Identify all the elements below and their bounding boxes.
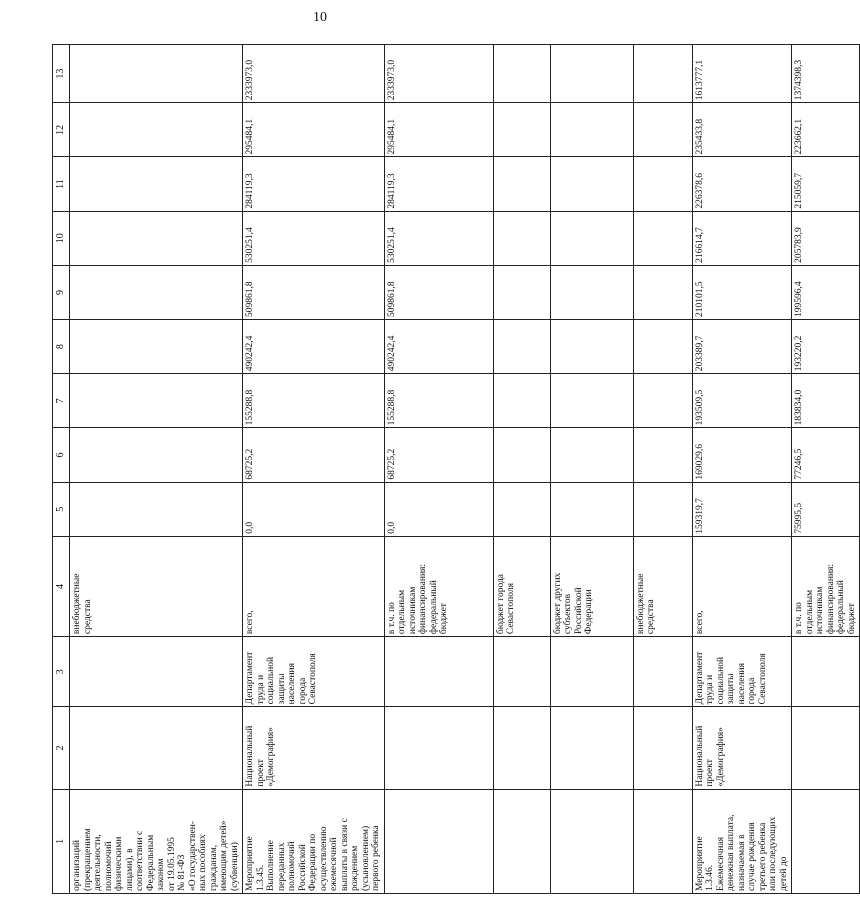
value-cell — [493, 482, 550, 536]
value-cell: 68725,2 — [384, 428, 493, 482]
value-cell — [633, 265, 692, 319]
value-cell — [550, 103, 633, 157]
column-header: 5 — [53, 482, 70, 536]
column-header: 2 — [53, 707, 70, 789]
value-cell — [70, 428, 243, 482]
value-cell — [493, 157, 550, 211]
value-cell: 235433,8 — [692, 103, 792, 157]
column-header: 10 — [53, 211, 70, 265]
value-cell — [633, 482, 692, 536]
text-cell: всего, — [243, 536, 385, 636]
value-cell: 0,0 — [384, 482, 493, 536]
value-cell — [633, 45, 692, 103]
rotated-table-container — [52, 44, 857, 894]
value-cell — [70, 45, 243, 103]
value-cell — [70, 157, 243, 211]
value-cell — [70, 265, 243, 319]
text-cell: бюджет других субъектов Российской Федерации — [550, 536, 633, 636]
text-cell: бюджет города Севастополя — [493, 536, 550, 636]
text-cell: организаций (прекращением деятельности, полномочий физическими лицами), в соответствии с Федеральным законом от 19.05.1995 № 81-ФЗ «О государствен- ных пособиях гражданам, имеющим детей» (субвенции) — [70, 789, 243, 893]
value-cell: 159319,7 — [692, 482, 792, 536]
text-cell: Департамент труда и социальной защиты населения города Севастополя — [692, 637, 792, 707]
value-cell — [493, 374, 550, 428]
text-cell — [493, 637, 550, 707]
text-cell: в т.ч. по отдельным источникам финансирования: федеральный бюджет — [384, 536, 493, 636]
value-cell — [493, 265, 550, 319]
value-cell: 509861,8 — [243, 265, 385, 319]
column-header: 4 — [53, 536, 70, 636]
column-header: 7 — [53, 374, 70, 428]
text-cell: Национальный проект «Демография» — [243, 707, 385, 789]
text-cell — [384, 707, 493, 789]
value-cell — [633, 157, 692, 211]
table-row — [384, 45, 493, 894]
text-cell: в т.ч. по отдельным источникам финансирования: федеральный бюджет — [792, 536, 860, 636]
text-cell: Мероприятие 1.3.46. Ежемесячная денежная выплата, назначаемая в случае рождения третьего ребенка или последующих детей до — [692, 789, 792, 893]
value-cell — [633, 374, 692, 428]
text-cell — [633, 789, 692, 893]
value-cell: 155288,8 — [384, 374, 493, 428]
value-cell: 155288,8 — [243, 374, 385, 428]
table-row — [792, 45, 860, 894]
text-cell — [384, 789, 493, 893]
value-cell: 2333973,0 — [384, 45, 493, 103]
value-cell: 77246,5 — [792, 428, 860, 482]
value-cell — [550, 265, 633, 319]
table-body — [53, 45, 860, 894]
text-cell: Департамент труда и социальной защиты населения города Севастополя — [243, 637, 385, 707]
value-cell — [70, 482, 243, 536]
table-row — [70, 45, 243, 894]
text-cell — [633, 707, 692, 789]
column-header: 12 — [53, 103, 70, 157]
value-cell — [493, 103, 550, 157]
value-cell — [550, 428, 633, 482]
text-cell: внебюджетные средства — [633, 536, 692, 636]
text-cell — [493, 789, 550, 893]
column-header: 9 — [53, 265, 70, 319]
text-cell: Мероприятие 1.3.45. Выполнение переданных полномочий Российской Федерации по осуществлению ежемесячной выплаты в связи с рождением (усыновлением) первого ребенка — [243, 789, 385, 893]
column-header: 8 — [53, 320, 70, 374]
value-cell: 295484,1 — [384, 103, 493, 157]
header-row — [53, 45, 70, 894]
text-cell — [550, 789, 633, 893]
value-cell — [550, 157, 633, 211]
text-cell — [493, 707, 550, 789]
value-cell: 203389,7 — [692, 320, 792, 374]
value-cell — [633, 103, 692, 157]
table-row — [692, 45, 792, 894]
budget-table — [52, 44, 860, 894]
value-cell: 2333973,0 — [243, 45, 385, 103]
value-cell — [70, 374, 243, 428]
value-cell: 169029,6 — [692, 428, 792, 482]
value-cell: 0,0 — [243, 482, 385, 536]
value-cell: 205783,9 — [792, 211, 860, 265]
value-cell: 1613777,1 — [692, 45, 792, 103]
value-cell: 193509,5 — [692, 374, 792, 428]
value-cell: 223662,1 — [792, 103, 860, 157]
text-cell: внебюджетные средства — [70, 536, 243, 636]
value-cell: 490242,4 — [384, 320, 493, 374]
table-row — [550, 45, 633, 894]
value-cell: 295484,1 — [243, 103, 385, 157]
value-cell: 284119,3 — [384, 157, 493, 211]
value-cell — [550, 482, 633, 536]
value-cell — [493, 428, 550, 482]
value-cell — [550, 320, 633, 374]
text-cell — [550, 707, 633, 789]
text-cell — [384, 637, 493, 707]
value-cell: 193220,2 — [792, 320, 860, 374]
value-cell: 199596,4 — [792, 265, 860, 319]
text-cell — [792, 707, 860, 789]
page-number: 10 — [313, 10, 327, 25]
value-cell: 530251,4 — [243, 211, 385, 265]
value-cell — [493, 211, 550, 265]
column-header: 1 — [53, 789, 70, 893]
value-cell: 183834,0 — [792, 374, 860, 428]
value-cell — [550, 45, 633, 103]
value-cell: 75995,5 — [792, 482, 860, 536]
text-cell — [792, 789, 860, 893]
value-cell: 226378,6 — [692, 157, 792, 211]
value-cell: 215059,7 — [792, 157, 860, 211]
value-cell — [633, 320, 692, 374]
column-header: 3 — [53, 637, 70, 707]
column-header: 11 — [53, 157, 70, 211]
value-cell: 1374398,3 — [792, 45, 860, 103]
text-cell: всего, — [692, 536, 792, 636]
value-cell: 284119,3 — [243, 157, 385, 211]
value-cell: 210101,5 — [692, 265, 792, 319]
table-row — [243, 45, 385, 894]
text-cell — [633, 637, 692, 707]
value-cell — [493, 45, 550, 103]
value-cell — [633, 428, 692, 482]
text-cell — [70, 637, 243, 707]
text-cell — [70, 707, 243, 789]
value-cell: 490242,4 — [243, 320, 385, 374]
value-cell: 530251,4 — [384, 211, 493, 265]
text-cell: Национальный проект «Демография» — [692, 707, 792, 789]
column-header: 6 — [53, 428, 70, 482]
value-cell — [70, 103, 243, 157]
value-cell — [70, 320, 243, 374]
value-cell — [493, 320, 550, 374]
text-cell — [550, 637, 633, 707]
value-cell — [633, 211, 692, 265]
value-cell: 68725,2 — [243, 428, 385, 482]
value-cell — [550, 211, 633, 265]
value-cell — [70, 211, 243, 265]
table-row — [493, 45, 550, 894]
value-cell: 216614,7 — [692, 211, 792, 265]
value-cell — [550, 374, 633, 428]
table-row — [633, 45, 692, 894]
value-cell: 509861,8 — [384, 265, 493, 319]
text-cell — [792, 637, 860, 707]
column-header: 13 — [53, 45, 70, 103]
